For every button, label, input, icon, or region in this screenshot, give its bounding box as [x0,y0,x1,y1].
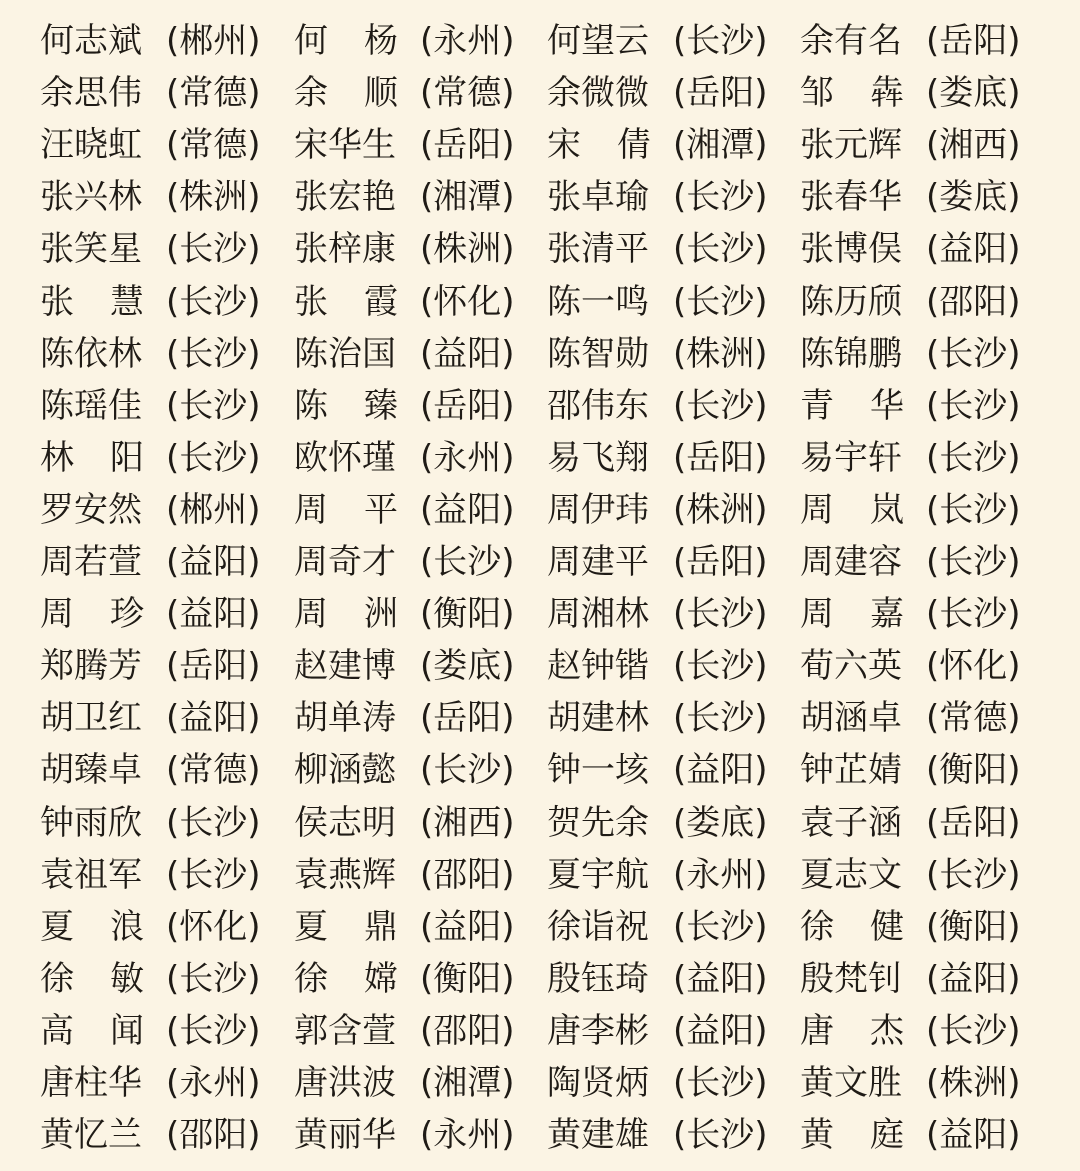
city-label: (株洲) [673,489,768,530]
person-name: 黄文胜 [800,1063,902,1103]
person-name: 胡单涛 [294,698,396,739]
name-entry [547,692,768,744]
person-name: 陈 臻 [294,385,398,426]
name-entry [40,1057,261,1109]
name-entry [294,692,515,744]
person-name: 唐李彬 [547,1010,649,1051]
city-label: (长沙) [673,646,768,687]
name-entry [294,171,515,223]
name-entry [40,588,261,640]
person-name: 黄丽华 [294,1115,396,1156]
city-label: (衡阳) [926,906,1021,947]
person-name: 余有名 [800,21,902,61]
name-entry [40,692,261,744]
city-label: (常德) [166,73,261,114]
person-name: 余思伟 [40,73,142,114]
name-entry [40,640,261,692]
city-label: (常德) [420,73,515,114]
person-name: 周 嘉 [800,594,904,635]
name-entry [800,171,1021,223]
name-entry [800,328,1021,380]
name-entry [40,380,261,432]
city-label: (永州) [420,1115,515,1156]
city-label: (株洲) [673,333,768,374]
person-name: 夏 鼎 [294,906,398,947]
name-entry [547,276,768,328]
person-name: 余微微 [547,73,649,114]
person-name: 张笑星 [40,229,142,270]
name-entry [547,67,768,119]
person-name: 徐诣祝 [547,906,649,947]
person-name: 张春华 [800,177,902,218]
person-name: 林 阳 [40,437,144,478]
person-name: 黄 庭 [800,1115,904,1156]
person-name: 周若萱 [40,542,142,582]
city-label: (湘潭) [420,177,515,218]
city-label: (岳阳) [673,73,768,114]
name-entry [800,536,1021,588]
name-entry [294,901,515,953]
name-entry [547,1005,768,1057]
name-entry [294,536,515,588]
name-entry [294,276,515,328]
name-entry [547,1109,768,1161]
city-label: (长沙) [926,542,1021,582]
person-name: 易飞翔 [547,437,649,478]
name-entry [40,1109,261,1161]
person-name: 陈治国 [294,333,396,374]
person-name: 唐洪波 [294,1063,396,1103]
person-name: 黄忆兰 [40,1115,142,1156]
city-label: (益阳) [673,958,768,999]
person-name: 周 平 [294,489,398,530]
city-label: (益阳) [420,906,515,947]
person-name: 陶贤炳 [547,1063,649,1103]
person-name: 张梓康 [294,229,396,270]
city-label: (湘西) [420,802,515,843]
name-entry [40,849,261,901]
person-name: 贺先余 [547,802,649,843]
city-label: (长沙) [673,385,768,426]
name-entry [547,849,768,901]
name-entry [294,1005,515,1057]
name-entry [547,640,768,692]
city-label: (益阳) [926,229,1021,270]
person-name: 张宏艳 [294,177,396,218]
city-label: (长沙) [166,802,261,843]
city-label: (长沙) [673,281,768,322]
city-label: (益阳) [420,489,515,530]
person-name: 黄建雄 [547,1115,649,1156]
person-name: 胡臻卓 [40,750,142,791]
city-label: (长沙) [673,906,768,947]
name-entry [294,380,515,432]
person-name: 陈瑶佳 [40,385,142,426]
name-entry [800,1109,1021,1161]
city-label: (益阳) [166,542,261,582]
city-label: (益阳) [673,750,768,791]
name-entry [547,328,768,380]
city-label: (邵阳) [420,1010,515,1051]
name-entry [547,1057,768,1109]
city-label: (岳阳) [673,542,768,582]
person-name: 邵伟东 [547,385,649,426]
city-label: (长沙) [166,229,261,270]
name-entry [800,797,1021,849]
city-label: (常德) [166,750,261,791]
name-entry [547,223,768,275]
name-entry [294,744,515,796]
city-label: (衡阳) [420,958,515,999]
person-name: 宋华生 [294,125,396,166]
city-label: (永州) [420,437,515,478]
name-entry [294,328,515,380]
city-label: (长沙) [673,21,768,61]
name-entry [547,536,768,588]
name-entry [800,67,1021,119]
city-label: (长沙) [673,1063,768,1103]
city-label: (娄底) [926,73,1021,114]
city-label: (衡阳) [926,750,1021,791]
city-label: (长沙) [673,698,768,739]
person-name: 张清平 [547,229,649,270]
name-entry [40,797,261,849]
name-entry [294,223,515,275]
name-entry [294,797,515,849]
city-label: (长沙) [926,385,1021,426]
city-label: (益阳) [926,958,1021,999]
person-name: 余 顺 [294,73,398,114]
name-entry [40,744,261,796]
city-label: (株洲) [420,229,515,270]
person-name: 胡涵卓 [800,698,902,739]
person-name: 柳涵懿 [294,750,396,791]
name-entry [294,640,515,692]
person-name: 周湘林 [547,594,649,635]
city-label: (永州) [673,854,768,895]
name-entry [800,119,1021,171]
person-name: 周 洲 [294,594,398,635]
name-entry [40,15,261,67]
person-name: 徐 健 [800,906,904,947]
person-name: 徐 敏 [40,958,144,999]
name-entry [800,901,1021,953]
person-name: 张 霞 [294,281,398,322]
person-name: 殷钰琦 [547,958,649,999]
city-label: (郴州) [166,21,261,61]
name-entry [547,588,768,640]
person-name: 郑腾芳 [40,646,142,687]
name-entry [800,223,1021,275]
city-label: (湘潭) [420,1063,515,1103]
city-label: (长沙) [926,854,1021,895]
city-label: (长沙) [926,594,1021,635]
name-entry [40,67,261,119]
name-entry [800,276,1021,328]
person-name: 何望云 [547,21,649,61]
person-name: 何志斌 [40,21,142,61]
name-entry [294,67,515,119]
name-entry [547,797,768,849]
city-label: (长沙) [166,1010,261,1051]
person-name: 袁子涵 [800,802,902,843]
name-entry [800,1057,1021,1109]
city-label: (长沙) [166,281,261,322]
city-label: (常德) [926,698,1021,739]
name-entry [800,15,1021,67]
name-entry [40,276,261,328]
person-name: 胡建林 [547,698,649,739]
person-name: 周建平 [547,542,649,582]
name-entry [294,849,515,901]
person-name: 周伊玮 [547,489,649,530]
city-label: (邵阳) [926,281,1021,322]
city-label: (怀化) [420,281,515,322]
city-label: (长沙) [166,333,261,374]
name-entry [547,744,768,796]
person-name: 周奇才 [294,542,396,582]
city-label: (益阳) [926,1115,1021,1156]
person-name: 陈智勋 [547,333,649,374]
city-label: (长沙) [926,333,1021,374]
person-name: 唐柱华 [40,1063,142,1103]
city-label: (郴州) [166,489,261,530]
name-entry [800,380,1021,432]
city-label: (衡阳) [420,594,515,635]
name-entry [800,849,1021,901]
person-name: 夏 浪 [40,906,144,947]
city-label: (长沙) [166,854,261,895]
city-label: (邵阳) [420,854,515,895]
person-name: 唐 杰 [800,1010,904,1051]
name-entry [294,1109,515,1161]
person-name: 周 岚 [800,489,904,530]
person-name: 张元辉 [800,125,902,166]
person-name: 罗安然 [40,489,142,530]
person-name: 钟雨欣 [40,802,142,843]
city-label: (常德) [166,125,261,166]
name-entry [800,953,1021,1005]
person-name: 何 杨 [294,21,398,61]
person-name: 周 珍 [40,594,144,635]
city-label: (长沙) [926,489,1021,530]
name-entry [40,953,261,1005]
city-label: (长沙) [420,542,515,582]
person-name: 陈依林 [40,333,142,374]
person-name: 邹 犇 [800,73,904,114]
name-entry [40,536,261,588]
name-entry [294,15,515,67]
name-entry [800,432,1021,484]
city-label: (长沙) [926,437,1021,478]
name-entry [800,692,1021,744]
person-name: 侯志明 [294,802,396,843]
person-name: 陈历颀 [800,281,902,322]
city-label: (怀化) [166,906,261,947]
city-label: (长沙) [673,229,768,270]
name-entry [547,484,768,536]
name-entry [294,484,515,536]
city-label: (岳阳) [166,646,261,687]
person-name: 张卓瑜 [547,177,649,218]
city-label: (岳阳) [420,385,515,426]
person-name: 赵钟锴 [547,646,649,687]
name-entry [800,484,1021,536]
city-label: (长沙) [673,1115,768,1156]
city-label: (邵阳) [166,1115,261,1156]
person-name: 徐 嫦 [294,958,398,999]
city-label: (岳阳) [673,437,768,478]
name-entry [800,744,1021,796]
person-name: 夏宇航 [547,854,649,895]
name-entry [40,223,261,275]
person-name: 袁祖军 [40,854,142,895]
city-label: (湘西) [926,125,1021,166]
name-entry [547,953,768,1005]
person-name: 袁燕辉 [294,854,396,895]
city-label: (长沙) [166,958,261,999]
city-label: (娄底) [673,802,768,843]
person-name: 荀六英 [800,646,902,687]
person-name: 宋 倩 [547,125,651,166]
city-label: (岳阳) [926,802,1021,843]
person-name: 胡卫红 [40,698,142,739]
city-label: (株洲) [166,177,261,218]
name-entry [547,432,768,484]
person-name: 张兴林 [40,177,142,218]
name-entry [40,328,261,380]
city-label: (株洲) [926,1063,1021,1103]
city-label: (岳阳) [420,698,515,739]
name-entry [294,119,515,171]
city-label: (长沙) [166,437,261,478]
person-name: 张博俣 [800,229,902,270]
name-entry [40,432,261,484]
person-name: 赵建博 [294,646,396,687]
person-name: 张 慧 [40,281,144,322]
person-name: 郭含萱 [294,1010,396,1051]
city-label: (娄底) [926,177,1021,218]
person-name: 陈锦鹏 [800,333,902,374]
name-entry [800,640,1021,692]
person-name: 欧怀瑾 [294,437,396,478]
person-name: 陈一鸣 [547,281,649,322]
name-entry [294,1057,515,1109]
person-name: 易宇轩 [800,437,902,478]
city-label: (长沙) [673,177,768,218]
city-label: (益阳) [420,333,515,374]
city-label: (长沙) [420,750,515,791]
person-name: 夏志文 [800,854,902,895]
name-entry [547,171,768,223]
name-entry [40,1005,261,1057]
city-label: (岳阳) [926,21,1021,61]
city-label: (永州) [166,1063,261,1103]
name-entry [547,380,768,432]
person-name: 汪晓虹 [40,125,142,166]
name-entry [547,119,768,171]
city-label: (益阳) [166,698,261,739]
city-label: (长沙) [166,385,261,426]
city-label: (湘潭) [673,125,768,166]
city-label: (永州) [420,21,515,61]
name-entry [547,901,768,953]
person-name: 周建容 [800,542,902,582]
city-label: (益阳) [166,594,261,635]
name-entry [294,588,515,640]
name-entry [40,171,261,223]
city-label: (怀化) [926,646,1021,687]
city-label: (长沙) [673,594,768,635]
city-label: (长沙) [926,1010,1021,1051]
name-entry [294,432,515,484]
person-name: 钟一垓 [547,750,649,791]
person-name: 殷梵钊 [800,958,902,999]
city-label: (娄底) [420,646,515,687]
city-label: (益阳) [673,1010,768,1051]
name-entry [294,953,515,1005]
person-name: 青 华 [800,385,904,426]
person-name: 高 闻 [40,1010,144,1051]
name-entry [40,901,261,953]
name-entry [800,1005,1021,1057]
name-entry [40,484,261,536]
person-name: 钟芷婧 [800,750,902,791]
name-entry [800,588,1021,640]
name-entry [40,119,261,171]
name-entry [547,15,768,67]
city-label: (岳阳) [420,125,515,166]
